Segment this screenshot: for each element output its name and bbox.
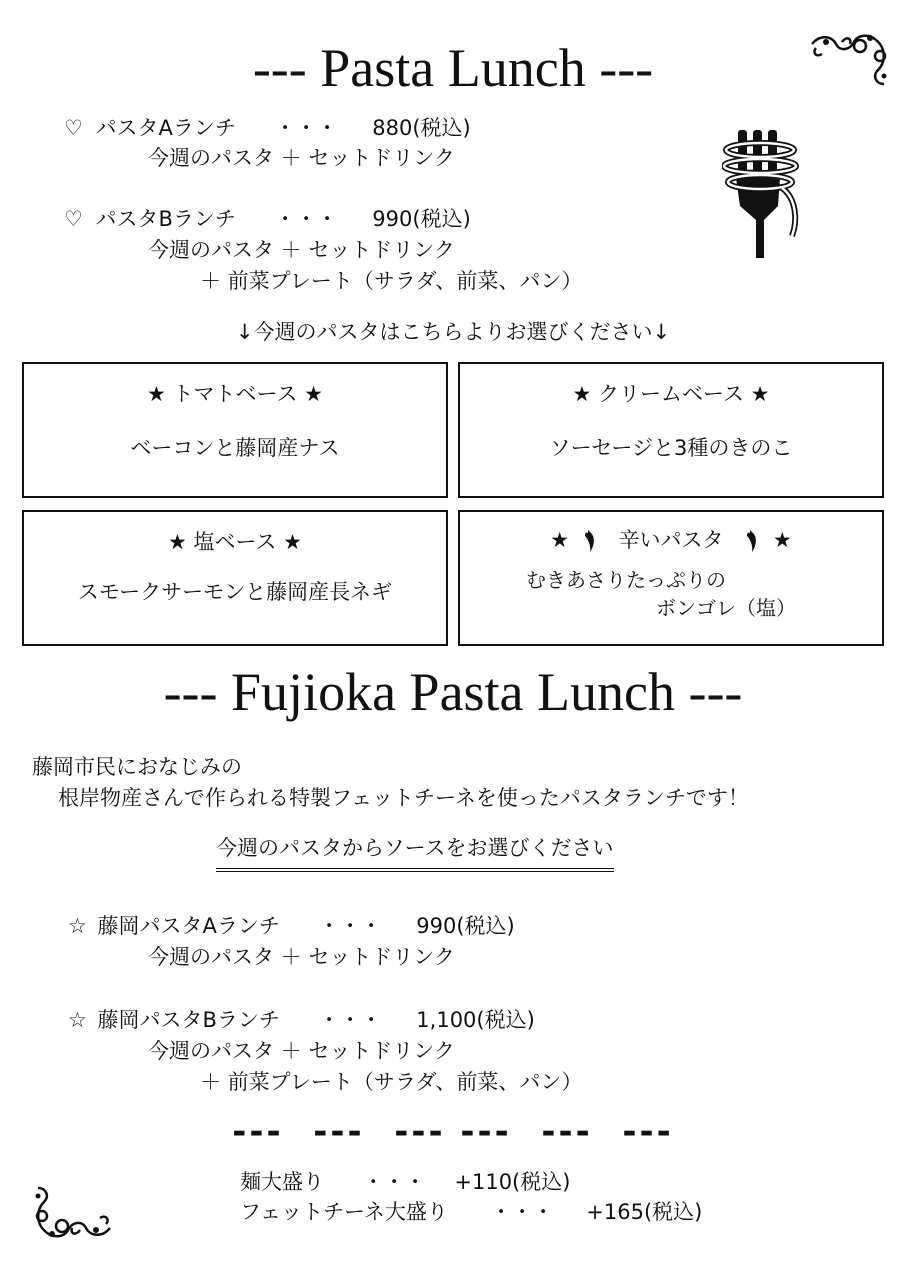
item-name: 藤岡パスタBランチ bbox=[97, 1008, 280, 1032]
choose-note: ↓今週のパスタはこちらよりお選びください↓ bbox=[235, 320, 671, 344]
sauce-note: 今週のパスタからソースをお選びください bbox=[216, 834, 614, 872]
extra-price: +165(税込) bbox=[586, 1200, 703, 1224]
item-name: パスタBランチ bbox=[95, 207, 236, 231]
option-title-text: 辛いパスタ bbox=[618, 528, 724, 552]
chili-pepper-icon bbox=[744, 528, 760, 554]
item-dots: ・・・ bbox=[318, 914, 382, 938]
intro-line-2: 根岸物産さんで作られる特製フェットチーネを使ったパスタランチです！ bbox=[58, 786, 749, 810]
fork-pasta-icon bbox=[722, 128, 806, 260]
item-description: 今週のパスタ ＋ セットドリンク bbox=[148, 238, 455, 262]
heart-mark: ♡ bbox=[64, 116, 83, 140]
item-name: 藤岡パスタAランチ bbox=[97, 914, 280, 938]
extra-dots: ・・・ bbox=[490, 1200, 554, 1224]
pasta-option-salt bbox=[22, 510, 448, 646]
extra-item bbox=[240, 1168, 570, 1196]
extra-price: +110(税込) bbox=[454, 1170, 571, 1194]
menu-item-fujioka-b bbox=[68, 1006, 535, 1034]
chili-pepper-icon bbox=[582, 528, 598, 554]
option-description: ベーコンと藤岡産ナス bbox=[130, 436, 340, 460]
option-title: ★ トマトベース ★ bbox=[147, 382, 323, 406]
item-dots: ・・・ bbox=[274, 207, 338, 231]
section-title: --- Fujioka Pasta Lunch --- bbox=[163, 662, 743, 722]
star-mark: ☆ bbox=[68, 914, 87, 938]
menu-item-fujioka-a bbox=[68, 912, 515, 940]
item-description-extra: ＋ 前菜プレート（サラダ、前菜、パン） bbox=[200, 1070, 583, 1094]
extra-name: フェットチーネ大盛り bbox=[240, 1200, 448, 1224]
option-title: ★ 塩ベース ★ bbox=[168, 530, 302, 554]
star-mark: ★ bbox=[772, 528, 792, 552]
pasta-option-tomato bbox=[22, 362, 448, 498]
option-description-2: ボンゴレ（塩） bbox=[656, 596, 796, 620]
star-mark: ★ bbox=[550, 528, 570, 552]
extra-dots: ・・・ bbox=[362, 1170, 426, 1194]
item-price: 880(税込) bbox=[372, 116, 471, 140]
option-description: スモークサーモンと藤岡産長ネギ bbox=[77, 580, 393, 604]
pasta-option-spicy bbox=[458, 510, 884, 646]
heart-mark: ♡ bbox=[64, 207, 83, 231]
item-description: 今週のパスタ ＋ セットドリンク bbox=[148, 146, 455, 170]
item-dots: ・・・ bbox=[274, 116, 338, 140]
menu-item-lunch-a bbox=[64, 114, 471, 142]
item-description-extra: ＋ 前菜プレート（サラダ、前菜、パン） bbox=[200, 269, 583, 293]
star-mark: ☆ bbox=[68, 1008, 87, 1032]
corner-flourish-icon bbox=[30, 1180, 116, 1242]
extra-item bbox=[240, 1198, 702, 1226]
item-price: 990(税込) bbox=[416, 914, 515, 938]
intro-line-1: 藤岡市民におなじみの bbox=[32, 755, 242, 779]
item-description: 今週のパスタ ＋ セットドリンク bbox=[148, 945, 455, 969]
item-price: 1,100(税込) bbox=[416, 1008, 535, 1032]
option-title bbox=[460, 526, 882, 554]
option-description: むきあさりたっぷりの bbox=[526, 568, 726, 592]
item-dots: ・・・ bbox=[318, 1008, 382, 1032]
pasta-option-cream bbox=[458, 362, 884, 498]
item-name: パスタAランチ bbox=[95, 116, 236, 140]
item-description: 今週のパスタ ＋ セットドリンク bbox=[148, 1039, 455, 1063]
menu-item-lunch-b bbox=[64, 205, 471, 233]
item-price: 990(税込) bbox=[372, 207, 471, 231]
section-divider: --- --- --- --- --- --- bbox=[232, 1112, 674, 1152]
extra-name: 麺大盛り bbox=[240, 1170, 324, 1194]
option-description: ソーセージと3種のきのこ bbox=[549, 436, 793, 460]
page-title: --- Pasta Lunch --- bbox=[252, 38, 654, 98]
option-title: ★ クリームベース ★ bbox=[572, 382, 770, 406]
